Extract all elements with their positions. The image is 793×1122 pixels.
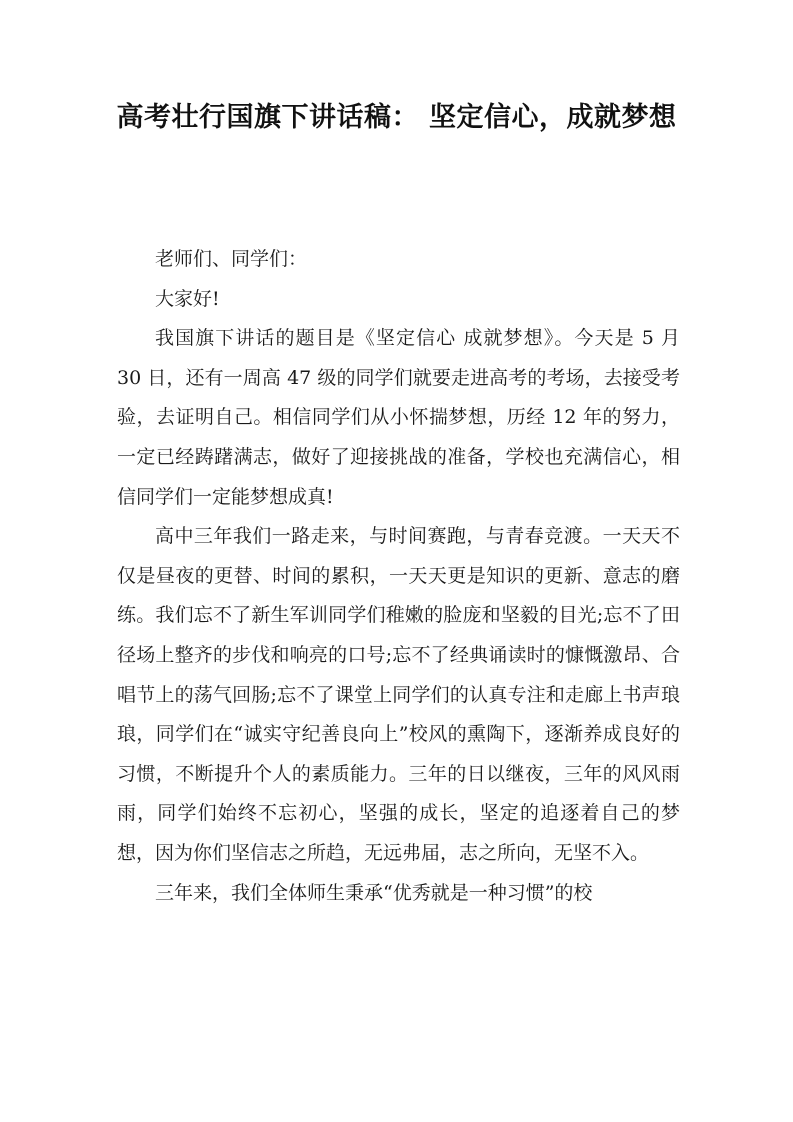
paragraph-greeting: 老师们、同学们： [155,248,308,270]
paragraph-continuation: 三年来，我们全体师生秉承“优秀就是一种习惯”的校 [155,881,593,904]
paragraph-hello: 大家好! [155,287,220,310]
paragraph-topic: 我国旗下讲话的题目是《坚定信心 成就梦想》。今天是 5 月 30 日，还有一周高 47 级的同学们就要走进高考的考场，去接受考验，去证明自己。相信同学们从小怀揣梦想，历经 12 年的努力，一定已经踌躇满志，做好了迎接挑战的准备，学校也充满信心，相信同学们一定能梦想成真! [117,327,680,508]
document-title: 高考壮行国旗下讲话稿： 坚定信心，成就梦想 [116,102,677,133]
document-body [117,240,680,913]
paragraph-memories: 高中三年我们一路走来，与时间赛跑，与青春竞渡。一天天不仅是昼夜的更替、时间的累积，一天天更是知识的更新、意志的磨练。我们忘不了新生军训同学们稚嫩的脸庞和坚毅的目光;忘不了田径场上整齐的步伐和响亮的口号;忘不了经典诵读时的慷慨激昂、合唱节上的荡气回肠;忘不了课堂上同学们的认真专注和走廊上书声琅琅，同学们在“诚实守纪善良向上”校风的熏陶下，逐渐养成良好的习惯，不断提升个人的素质能力。三年的日以继夜，三年的风风雨雨，同学们始终不忘初心，坚强的成长，坚定的追逐着自己的梦想，因为你们坚信志之所趋，无远弗届，志之所向，无坚不入。 [117,525,680,864]
